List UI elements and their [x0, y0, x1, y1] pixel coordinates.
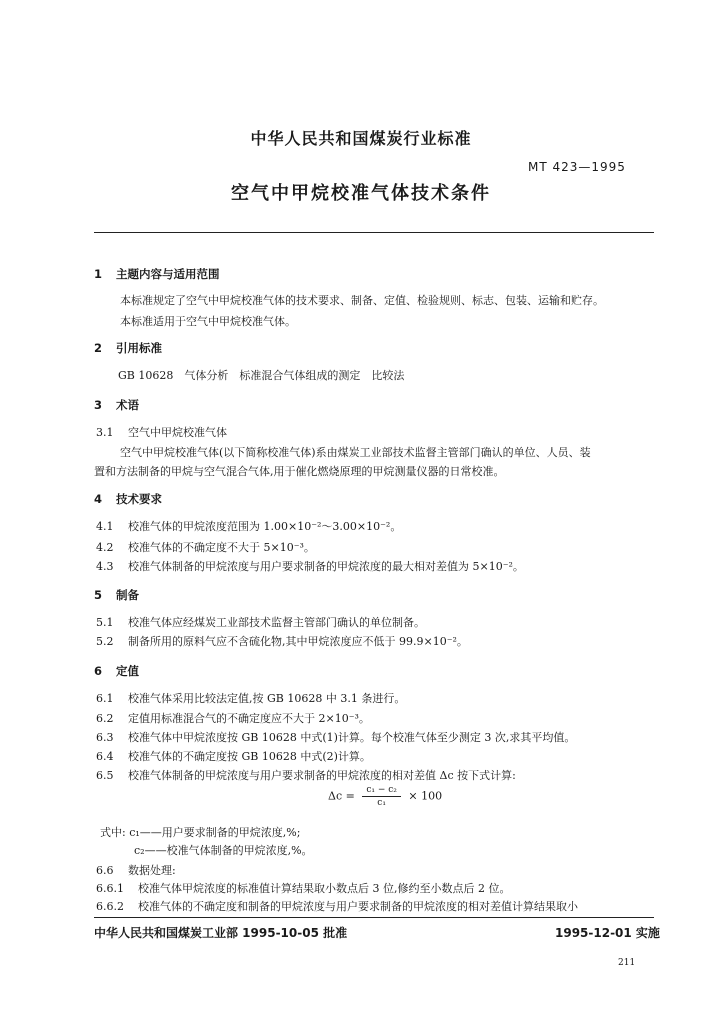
- referenced-standard: GB 10628 气体分析 标准混合气体组成的测定 比较法: [118, 369, 405, 382]
- section-1-paragraph-2: 本标准适用于空气中甲烷校准气体。: [120, 315, 296, 328]
- section-1-heading: [94, 266, 220, 282]
- term-title: 空气中甲烷校准气体: [128, 426, 227, 439]
- standard-code: MT 423—1995: [528, 160, 626, 174]
- section-number: 2: [94, 341, 103, 355]
- section-title: 术语: [116, 398, 139, 412]
- document-title: 空气中甲烷校准气体技术条件: [231, 183, 491, 204]
- formula-denominator: c₁: [377, 798, 386, 808]
- section-4-heading: [94, 491, 162, 507]
- section-5-heading: [94, 587, 139, 603]
- clause-text: 校准气体甲烷浓度的标准值计算结果取小数点后 3 位,修约至小数点后 2 位。: [138, 882, 511, 895]
- footer-divider: [94, 917, 654, 918]
- effective-date: 1995-12-01 实施: [555, 926, 660, 940]
- section-2-heading: [94, 340, 162, 356]
- clause-text: 制备所用的原料气应不含硫化物,其中甲烷浓度应不低于 99.9×10⁻²。: [128, 635, 468, 648]
- clause-text: 校准气体应经煤炭工业部技术监督主管部门确认的单位制备。: [128, 616, 425, 629]
- section-number: 1: [94, 267, 103, 281]
- item-number: 6.3: [96, 731, 114, 744]
- item-number: 4.1: [96, 520, 114, 533]
- formula-lhs: Δc =: [328, 789, 355, 803]
- item-number: 5.2: [96, 635, 114, 648]
- section-number: 3: [94, 398, 103, 412]
- section-6-heading: [94, 663, 139, 679]
- clause-5-1: [96, 614, 425, 630]
- relative-difference-formula: [328, 784, 442, 809]
- item-number: 5.1: [96, 616, 114, 629]
- section-title: 引用标准: [116, 341, 162, 355]
- clause-text: 校准气体的不确定度和制备的甲烷浓度与用户要求制备的甲烷浓度的相对差值计算结果取小: [138, 900, 578, 913]
- clause-6-6-1: [96, 880, 510, 896]
- section-number: 5: [94, 588, 103, 602]
- section-title: 主题内容与适用范围: [116, 267, 220, 281]
- item-number: 6.6.2: [96, 900, 124, 913]
- header-divider: [94, 232, 654, 233]
- formula-variable-c2: c₂——校准气体制备的甲烷浓度,%。: [134, 844, 313, 857]
- item-number: 6.6: [96, 864, 114, 877]
- clause-4-3: [96, 558, 524, 574]
- clause-text: 校准气体制备的甲烷浓度与用户要求制备的甲烷浓度的相对差值 Δc 按下式计算:: [128, 769, 516, 782]
- clause-4-2: [96, 539, 315, 555]
- clause-6-1: [96, 690, 405, 706]
- clause-5-2: [96, 633, 468, 649]
- item-number: 6.1: [96, 692, 114, 705]
- section-title: 制备: [116, 588, 139, 602]
- section-3-heading: [94, 397, 139, 413]
- section-1-paragraph-1: 本标准规定了空气中甲烷校准气体的技术要求、制备、定值、检验规则、标志、包装、运输和贮存。: [120, 294, 604, 307]
- clause-6-5: [96, 767, 516, 783]
- term-3-1: [96, 424, 227, 440]
- page-number: 211: [618, 958, 636, 968]
- approval-line: 中华人民共和国煤炭工业部 1995-10-05 批准: [94, 926, 348, 940]
- item-number: 6.5: [96, 769, 114, 782]
- section-number: 6: [94, 664, 103, 678]
- item-number: 6.6.1: [96, 882, 124, 895]
- clause-text: 校准气体的不确定度按 GB 10628 中式(2)计算。: [128, 750, 371, 763]
- item-number: 3.1: [96, 426, 114, 439]
- section-title: 技术要求: [116, 492, 162, 506]
- term-definition-line-1: 空气中甲烷校准气体(以下简称校准气体)系由煤炭工业部技术监督主管部门确认的单位、人员、装: [120, 446, 591, 459]
- item-number: 4.3: [96, 560, 114, 573]
- clause-text: 校准气体制备的甲烷浓度与用户要求制备的甲烷浓度的最大相对差值为 5×10⁻²。: [128, 560, 524, 573]
- clause-text: 校准气体的甲烷浓度范围为 1.00×10⁻²～3.00×10⁻²。: [128, 520, 402, 533]
- clause-text: 校准气体采用比较法定值,按 GB 10628 中 3.1 条进行。: [128, 692, 406, 705]
- item-number: 4.2: [96, 541, 114, 554]
- formula-numerator: c₁ − c₂: [362, 784, 401, 797]
- clause-text: 校准气体中甲烷浓度按 GB 10628 中式(1)计算。每个校准气体至少测定 3 次,求其平均值。: [128, 731, 576, 744]
- section-number: 4: [94, 492, 103, 506]
- clause-text: 数据处理:: [128, 864, 176, 877]
- clause-6-6-2: [96, 898, 578, 914]
- clause-6-2: [96, 710, 370, 726]
- clause-4-1: [96, 518, 401, 534]
- formula-variable-c1: 式中: c₁——用户要求制备的甲烷浓度,%;: [100, 826, 301, 839]
- clause-text: 校准气体的不确定度不大于 5×10⁻³。: [128, 541, 315, 554]
- item-number: 6.2: [96, 712, 114, 725]
- clause-6-3: [96, 729, 575, 745]
- standard-organization: 中华人民共和国煤炭行业标准: [250, 129, 472, 148]
- section-title: 定值: [116, 664, 139, 678]
- item-number: 6.4: [96, 750, 114, 763]
- clause-6-6: [96, 862, 176, 878]
- formula-fraction: [362, 784, 401, 809]
- clause-text: 定值用标准混合气的不确定度应不大于 2×10⁻³。: [128, 712, 370, 725]
- clause-6-4: [96, 748, 371, 764]
- formula-rhs: × 100: [408, 789, 443, 803]
- term-definition-line-2: 置和方法制备的甲烷与空气混合气体,用于催化燃烧原理的甲烷测量仪器的日常校准。: [94, 465, 505, 478]
